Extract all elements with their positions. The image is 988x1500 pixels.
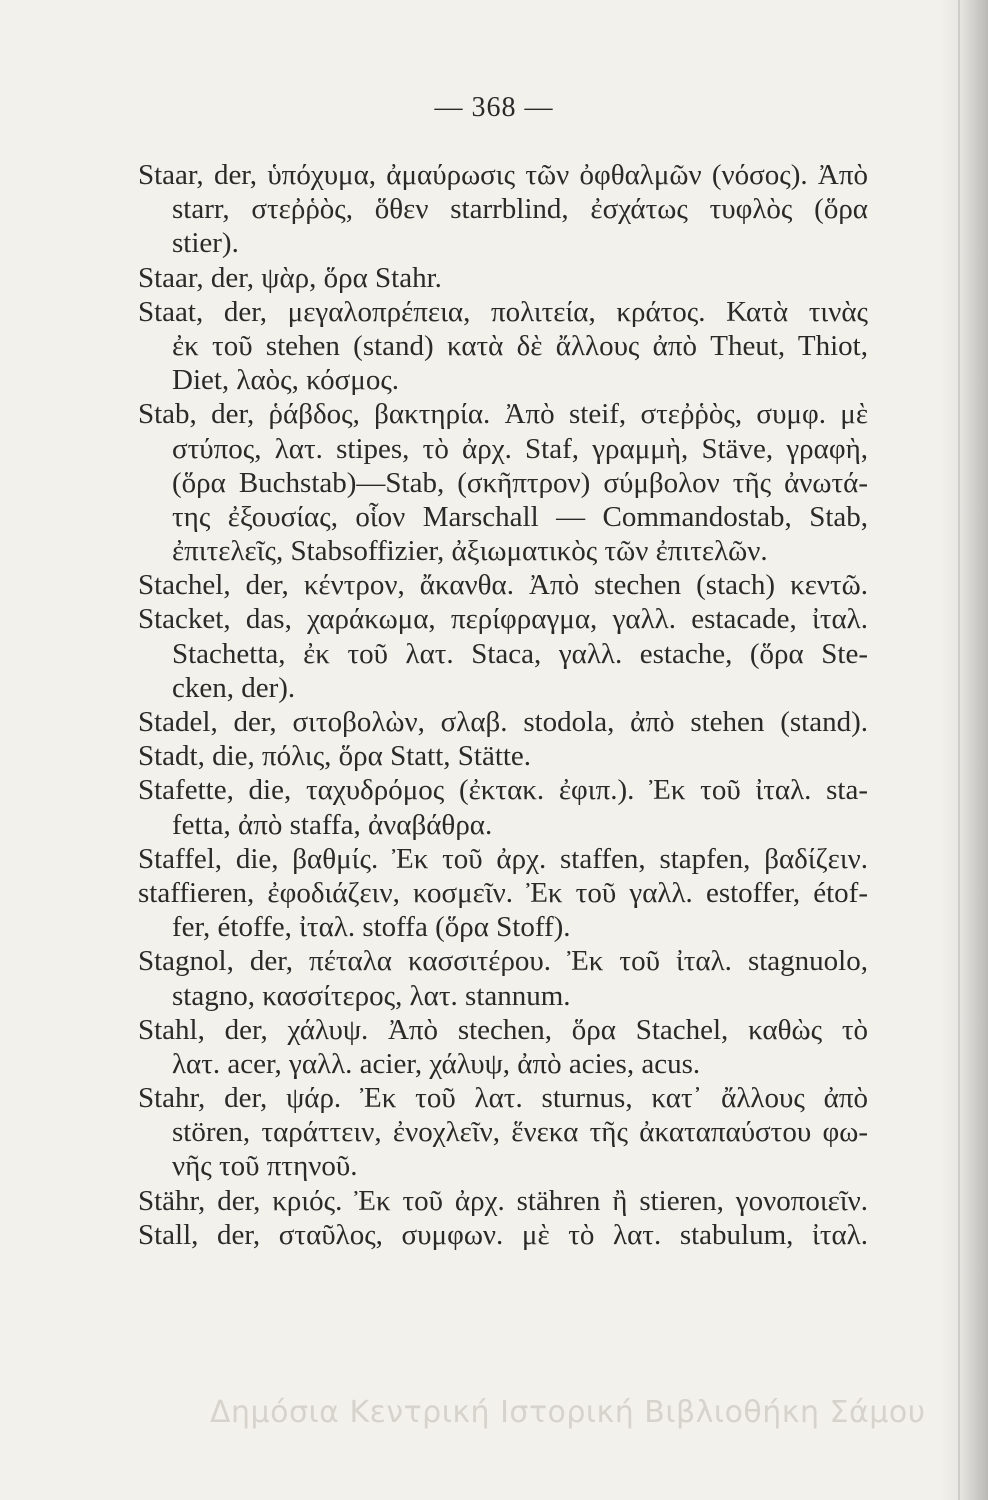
entry-line: ἐπιτελεῖς, Stabsoffizier, ἀξιωματικὸς τῶν ἐπιτελῶν. — [172, 535, 768, 568]
entry-line: Stadel, der, σιτοβολὼν, σλαβ. stodola, ἀπὸ stehen (stand). — [138, 706, 868, 738]
page-edge-shadow — [940, 0, 988, 1500]
page-fold-line — [958, 0, 960, 1500]
entry-line: Stadt, die, πόλις, ὅρα Statt, Stätte. — [138, 740, 532, 773]
entry-line: fer, étoffe, ἰταλ. stoffa (ὅρα Stoff). — [172, 911, 571, 944]
entry-line: Staffel, die, βαθμίς. Ἐκ τοῦ ἀρχ. staffen, stapfen, βαδίζειν. — [138, 842, 868, 875]
entry-line: Stafette, die, ταχυδρόμος (ἐκτακ. ἐφιπ.). Ἐκ τοῦ ἰταλ. sta- — [138, 774, 868, 807]
entry-line: Stachel, der, κέντρον, ἄκανθα. Ἀπὸ stechen (stach) κεντῶ. — [138, 569, 868, 602]
entry-line: Stacket, das, χαράκωμα, περίφραγμα, γαλλ. estacade, ἰταλ. — [138, 603, 868, 636]
entry-line: Staar, der, ψὰρ, ὅρα Stahr. — [138, 261, 442, 294]
library-watermark: Δημόσια Κεντρική Ιστορική Βιβλιοθήκη Σάμου — [210, 1395, 926, 1430]
dictionary-entries — [138, 158, 868, 1252]
entry-line: στύπος, λατ. stipes, τὸ ἀρχ. Staf, γραμμὴ, Stäve, γραφὴ, — [172, 432, 868, 465]
entry-line: Stachetta, ἐκ τοῦ λατ. Staca, γαλλ. estache, (ὅρα Ste- — [172, 637, 868, 670]
entry-line: λατ. acer, γαλλ. acier, χάλυψ, ἀπὸ acies, acus. — [172, 1047, 701, 1080]
entry-line: staffieren, ἐφοδιάζειν, κοσμεῖν. Ἐκ τοῦ γαλλ. estoffer, étof- — [138, 876, 868, 909]
entry-line: Stall, der, σταῦλος, συμφων. μὲ τὸ λατ. stabulum, ἰταλ. — [138, 1218, 868, 1251]
entry-line: stören, ταράττειν, ἐνοχλεῖν, ἕνεκα τῆς ἀκαταπαύστου φω- — [172, 1116, 868, 1149]
entry-line: stagno, κασσίτερος, λατ. stannum. — [172, 979, 571, 1012]
entry-line: Diet, λαὸς, κόσμος. — [172, 364, 400, 397]
entry-line: (ὅρα Buchstab)—Stab, (σκῆπτρον) σύμβολον τῆς ἀνωτά- — [172, 466, 868, 499]
entry-line: Stahr, der, ψάρ. Ἐκ τοῦ λατ. sturnus, κατ᾽ ἄλλους ἀπὸ — [138, 1082, 868, 1115]
entry-line: Staat, der, μεγαλοπρέπεια, πολιτεία, κράτος. Κατὰ τινὰς — [138, 295, 868, 328]
page-number: — 368 — — [434, 92, 554, 123]
entry-line: fetta, ἀπὸ staffa, ἀναβάθρα. — [172, 808, 493, 841]
entry-line: starr, στεῤῥὸς, ὅθεν starrblind, ἐσχάτως τυφλὸς (ὅρα — [172, 193, 868, 226]
entry-line: νῆς τοῦ πτηνοῦ. — [172, 1150, 358, 1183]
entry-line: cken, der). — [172, 671, 296, 704]
entry-line: Stähr, der, κριός. Ἐκ τοῦ ἀρχ. stähren ἢ stieren, γονοποιεῖν. — [138, 1184, 868, 1217]
entry-line: της ἐξουσίας, οἷον Marschall — Commandostab, Stab, — [172, 500, 868, 533]
entry-line: Stahl, der, χάλυψ. Ἀπὸ stechen, ὅρα Stachel, καθὼς τὸ — [138, 1013, 868, 1046]
entry-line: Staar, der, ὑπόχυμα, ἀμαύρωσις τῶν ὀφθαλμῶν (νόσος). Ἀπὸ — [138, 159, 868, 191]
entry-line: stier). — [172, 227, 239, 260]
entry-line: Stab, der, ῥάβδος, βακτηρία. Ἀπὸ steif, στεῤῥὸς, συμφ. μὲ — [138, 398, 868, 431]
entry-line: Stagnol, der, πέταλα κασσιτέρου. Ἐκ τοῦ ἰταλ. stagnuolo, — [138, 945, 868, 978]
entry-line: ἐκ τοῦ stehen (stand) κατὰ δὲ ἄλλους ἀπὸ Theut, Thiot, — [172, 329, 868, 362]
